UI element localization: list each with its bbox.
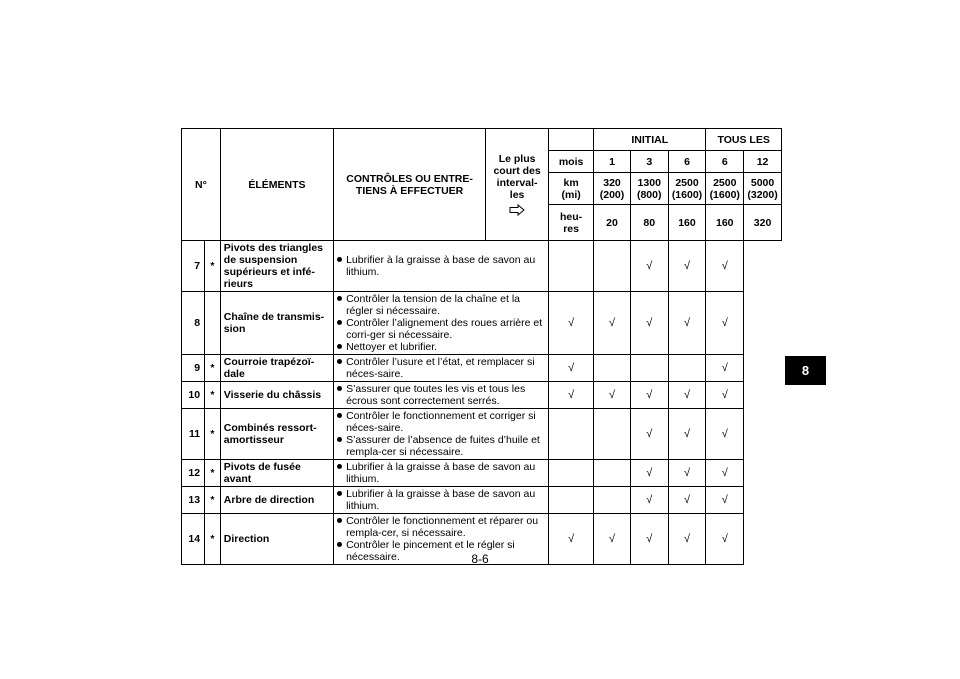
item-element: Direction [220,514,333,565]
table-row [182,292,782,355]
item-actions [334,487,549,514]
item-element: Pivots de fusée avant [220,460,333,487]
check-mark: √ [630,382,668,409]
interval-value: 1 [594,151,631,173]
check-mark: √ [549,382,594,409]
item-actions [334,241,549,292]
item-number: 9 [182,355,205,382]
check-mark: √ [630,241,668,292]
item-star: * [205,355,221,382]
item-actions [334,460,549,487]
interval-value: 5000 (3200) [744,173,782,205]
action-item: Contrôler l’usure et l’état, et remplacer si néces-saire. [337,356,545,380]
interval-value: 2500 (1600) [668,173,706,205]
interval-value: 20 [594,205,631,241]
item-number: 13 [182,487,205,514]
check-mark: √ [549,292,594,355]
check-mark: √ [630,460,668,487]
table-row [182,487,782,514]
action-list [337,488,545,512]
check-mark: √ [630,487,668,514]
maintenance-table [181,128,782,565]
item-star: * [205,409,221,460]
check-mark: √ [594,382,631,409]
action-item: Contrôler le fonctionnement et corriger si néces-saire. [337,410,545,434]
check-mark: √ [668,514,706,565]
header-initial: INITIAL [594,129,706,151]
header-every: TOUS LES [706,129,782,151]
header-no: N° [182,129,221,241]
item-number: 10 [182,382,205,409]
check-mark: √ [706,355,744,382]
item-star: * [205,460,221,487]
check-mark: √ [630,292,668,355]
interval-value: 2500 (1600) [706,173,744,205]
interval-value: 6 [668,151,706,173]
action-item: S’assurer de l’absence de fuites d’huile et rempla-cer si nécessaire. [337,434,545,458]
table-body [182,129,782,565]
empty-cell [594,241,631,292]
header-shortest-label: Le plus court des interval- les [493,153,541,201]
interval-value: 160 [668,205,706,241]
item-star: * [205,382,221,409]
interval-value: 160 [706,205,744,241]
action-item: Lubrifier à la graisse à base de savon au lithium. [337,461,545,485]
action-item: Contrôler le pincement et le régler si nécessaire. [337,539,545,563]
check-mark: √ [706,241,744,292]
check-mark: √ [630,514,668,565]
check-mark: √ [594,292,631,355]
item-element: Pivots des triangles de suspension supérieurs et infé-rieurs [220,241,333,292]
item-actions [334,409,549,460]
empty-cell [594,355,631,382]
action-list [337,410,545,458]
table-row [182,241,782,292]
check-mark: √ [706,514,744,565]
right-arrow-icon [509,204,525,216]
item-element: Visserie du châssis [220,382,333,409]
action-list [337,254,545,278]
action-list [337,293,545,353]
unit-label: km (mi) [549,173,594,205]
item-number: 11 [182,409,205,460]
item-number: 7 [182,241,205,292]
check-mark: √ [706,292,744,355]
check-mark: √ [668,487,706,514]
empty-cell [549,409,594,460]
header-elements: ÉLÉMENTS [220,129,333,241]
check-mark: √ [706,382,744,409]
unit-label: mois [549,151,594,173]
empty-cell [668,355,706,382]
interval-value: 3 [630,151,668,173]
check-mark: √ [668,460,706,487]
table-row [182,382,782,409]
action-item: Lubrifier à la graisse à base de savon au lithium. [337,254,545,278]
action-list [337,461,545,485]
table-row [182,409,782,460]
empty-cell [549,487,594,514]
header-controls: CONTRÔLES OU ENTRE- TIENS À EFFECTUER [334,129,486,241]
action-item: Contrôler le fonctionnement et réparer ou rempla-cer, si nécessaire. [337,515,545,539]
interval-value: 80 [630,205,668,241]
header-corner [549,129,594,151]
table-row [182,355,782,382]
interval-value: 12 [744,151,782,173]
item-actions [334,382,549,409]
check-mark: √ [630,409,668,460]
item-number: 8 [182,292,205,355]
item-actions [334,292,549,355]
action-list [337,356,545,380]
empty-cell [594,409,631,460]
check-mark: √ [668,382,706,409]
action-item: Lubrifier à la graisse à base de savon au lithium. [337,488,545,512]
empty-cell [594,487,631,514]
empty-cell [630,355,668,382]
item-actions [334,355,549,382]
item-element: Chaîne de transmis-sion [220,292,333,355]
action-item: Nettoyer et lubrifier. [337,341,545,353]
item-star: * [205,487,221,514]
item-star [205,292,221,355]
item-number: 14 [182,514,205,565]
check-mark: √ [594,514,631,565]
item-element: Courroie trapézoï-dale [220,355,333,382]
interval-value: 320 [744,205,782,241]
check-mark: √ [668,409,706,460]
check-mark: √ [668,241,706,292]
interval-value: 320 (200) [594,173,631,205]
header-shortest-interval [486,129,549,241]
check-mark: √ [706,487,744,514]
empty-cell [549,241,594,292]
item-element: Combinés ressort-amortisseur [220,409,333,460]
chapter-tab: 8 [785,356,826,385]
page-number: 8-6 [471,552,489,566]
action-item: S’assurer que toutes les vis et tous les écrous sont correctement serrés. [337,383,545,407]
action-item: Contrôler l’alignement des roues arrière et corri-ger si nécessaire. [337,317,545,341]
unit-label: heu- res [549,205,594,241]
action-list [337,383,545,407]
interval-value: 1300 (800) [630,173,668,205]
item-star: * [205,241,221,292]
item-star: * [205,514,221,565]
item-number: 12 [182,460,205,487]
action-item: Contrôler la tension de la chaîne et la régler si nécessaire. [337,293,545,317]
check-mark: √ [706,409,744,460]
empty-cell [594,460,631,487]
check-mark: √ [549,355,594,382]
item-element: Arbre de direction [220,487,333,514]
check-mark: √ [549,514,594,565]
check-mark: √ [668,292,706,355]
check-mark: √ [706,460,744,487]
empty-cell [549,460,594,487]
table-row [182,460,782,487]
interval-value: 6 [706,151,744,173]
